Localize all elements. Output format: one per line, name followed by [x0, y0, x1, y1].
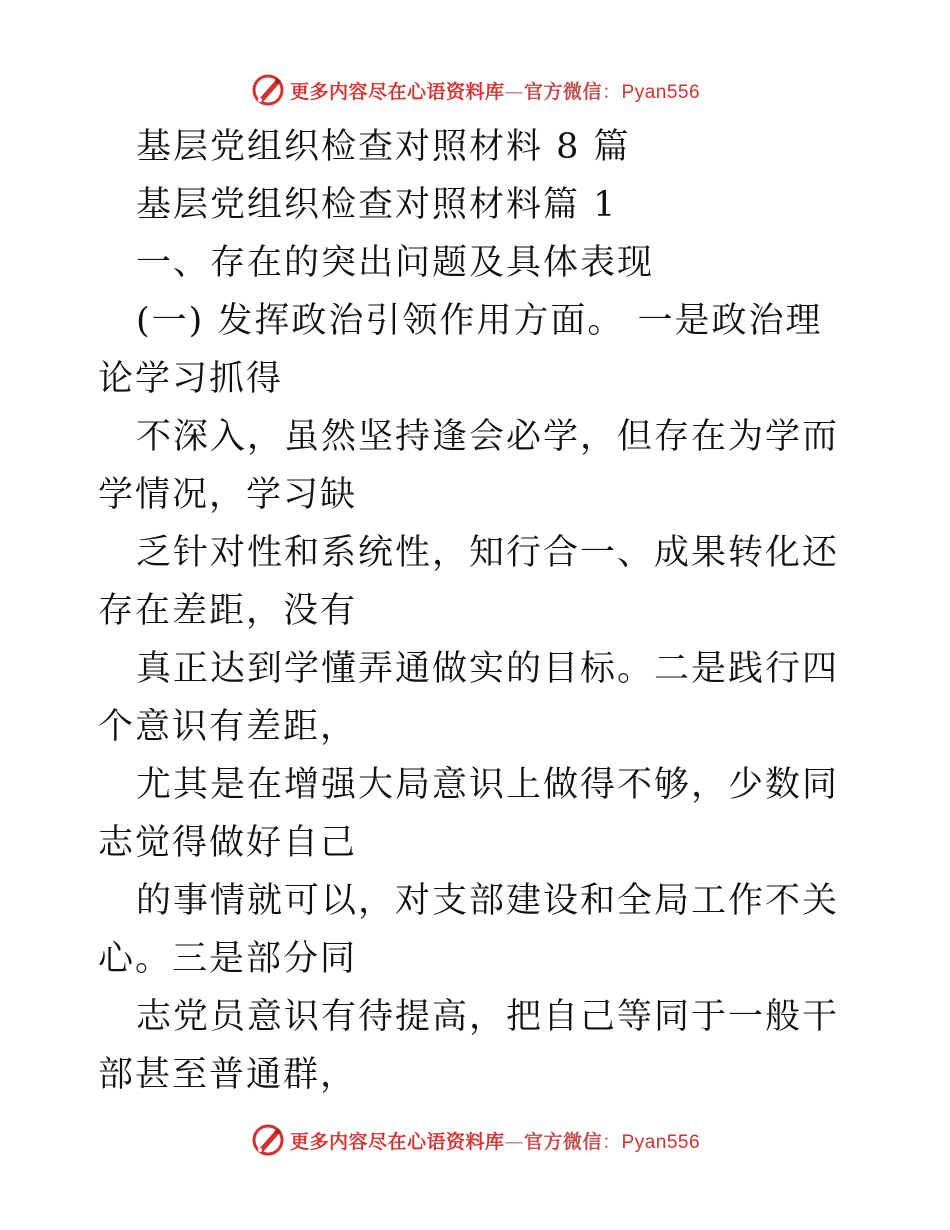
footer-watermark-banner: [0, 1120, 950, 1160]
paragraph-5: 尤其是在增强大局意识上做得不够，少数同志觉得做好自己: [98, 765, 840, 863]
footer-banner-text: [290, 1127, 700, 1154]
header-banner-text: [290, 77, 700, 104]
document-title: 基层党组织检查对照材料 8 篇: [136, 127, 631, 167]
header-banner-sub: 官方微信: [523, 80, 602, 103]
footer-banner-separator: —: [504, 1130, 524, 1153]
paragraph-6: 的事情就可以，对支部建设和全局工作不关心。三是部分同: [98, 881, 840, 979]
header-watermark-banner: [0, 70, 950, 110]
pen-logo-icon: [250, 72, 286, 108]
paragraph-7: 志党员意识有待提高，把自己等同于一般干部甚至普通群，: [98, 997, 840, 1095]
pen-logo-icon: [250, 1122, 286, 1158]
footer-banner-sub: 官方微信: [523, 1130, 602, 1153]
footer-banner-colon: ：: [602, 1130, 622, 1153]
header-banner-separator: —: [504, 80, 524, 103]
paragraph-4: 真正达到学懂弄通做实的目标。二是践行四个意识有差距，: [98, 649, 840, 747]
header-banner-colon: ：: [602, 80, 622, 103]
paragraph-2: 不深入，虽然坚持逢会必学，但存在为学而学情况，学习缺: [98, 417, 840, 515]
paragraph-1: (一) 发挥政治引领作用方面。 一是政治理论学习抓得: [98, 301, 823, 399]
footer-banner-id: Pyan556: [621, 1131, 701, 1153]
header-banner-id: Pyan556: [621, 81, 701, 103]
document-body: [98, 118, 858, 1104]
paragraph-3: 乏针对性和系统性，知行合一、成果转化还存在差距，没有: [98, 533, 840, 631]
section-heading: 一、存在的突出问题及具体表现: [136, 243, 655, 283]
document-subtitle: 基层党组织检查对照材料篇 1: [136, 185, 618, 225]
footer-banner-main: 更多内容尽在心语资料库: [289, 1130, 505, 1153]
header-banner-main: 更多内容尽在心语资料库: [289, 80, 505, 103]
